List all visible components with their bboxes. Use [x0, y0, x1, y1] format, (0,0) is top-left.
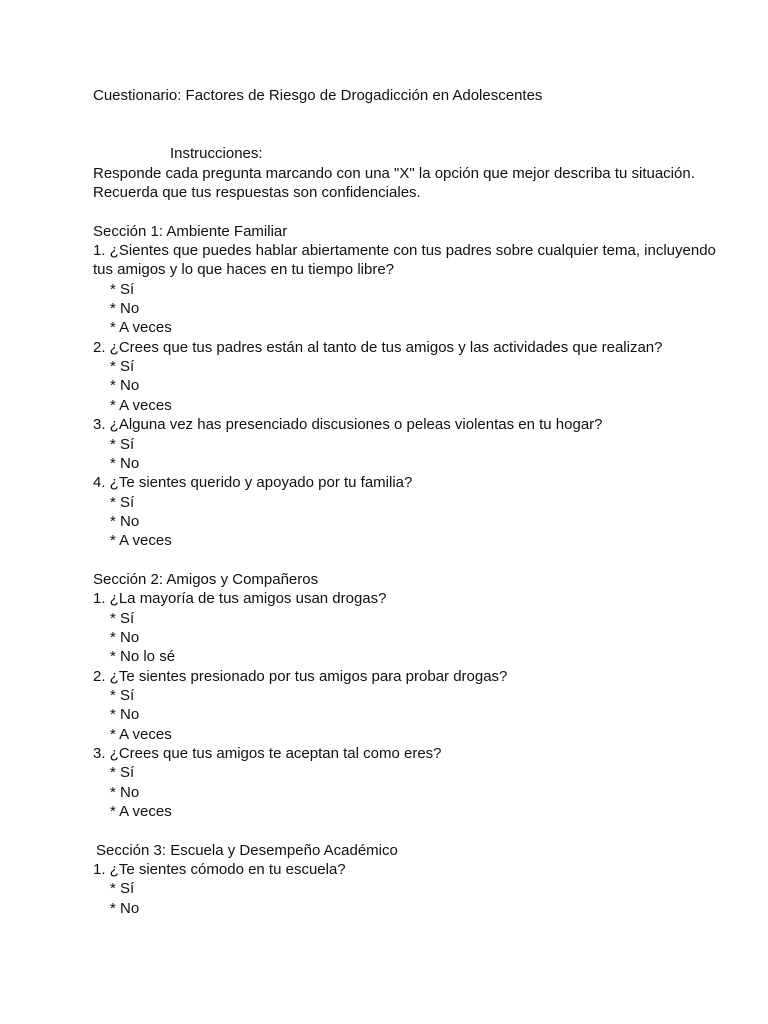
document-page [93, 86, 733, 918]
instructions-heading: Instrucciones: [170, 145, 263, 163]
section-title: Sección 3: Escuela y Desempeño Académico [96, 841, 398, 859]
answer-option[interactable]: * Sí [110, 764, 135, 782]
answer-option[interactable]: * Sí [110, 493, 135, 511]
question-text: 2. ¿Crees que tus padres están al tanto de tus amigos y las actividades que realizan? [93, 338, 663, 356]
question-text: 1. ¿Sientes que puedes hablar abiertamente con tus padres sobre cualquier tema, incluyendo tus amigos y lo que haces en tu tiempo libre? [93, 242, 716, 279]
answer-option[interactable]: * No lo sé [110, 648, 176, 666]
answer-option[interactable]: * Sí [110, 358, 135, 376]
answer-option[interactable]: * A veces [110, 725, 172, 743]
question-text: 4. ¿Te sientes querido y apoyado por tu familia? [93, 474, 413, 492]
section-amigos-companeros [93, 570, 733, 821]
answer-option[interactable]: * No [110, 706, 140, 724]
section-ambiente-familiar [93, 222, 733, 551]
answer-option[interactable]: * A veces [110, 532, 172, 550]
answer-option[interactable]: * No [110, 377, 140, 395]
answer-option[interactable]: * A veces [110, 396, 172, 414]
answer-option[interactable]: * Sí [110, 280, 135, 298]
question-text: 3. ¿Crees que tus amigos te aceptan tal como eres? [93, 745, 442, 762]
answer-option[interactable]: * No [110, 300, 140, 318]
answer-option[interactable]: * No [110, 783, 140, 801]
question-text: 3. ¿Alguna vez has presenciado discusiones o peleas violentas en tu hogar? [93, 416, 603, 434]
answer-option[interactable]: * No [110, 454, 140, 472]
section-title: Sección 1: Ambiente Familiar [93, 222, 288, 240]
question-text: 1. ¿La mayoría de tus amigos usan drogas? [93, 590, 387, 608]
document-title: Cuestionario: Factores de Riesgo de Drogadicción en Adolescentes [93, 87, 543, 104]
answer-option[interactable]: * Sí [110, 686, 135, 704]
answer-option[interactable]: * A veces [110, 319, 172, 337]
answer-option[interactable]: * A veces [110, 803, 172, 821]
section-3-questions [93, 860, 733, 918]
question-text: 2. ¿Te sientes presionado por tus amigos para probar drogas? [93, 667, 508, 685]
answer-option[interactable]: * No [110, 899, 140, 917]
section-title: Sección 2: Amigos y Compañeros [93, 570, 319, 588]
answer-option[interactable]: * No [110, 512, 140, 530]
section-escuela-desempeno [93, 841, 733, 860]
answer-option[interactable]: * Sí [110, 880, 135, 898]
answer-option[interactable]: * Sí [110, 609, 135, 627]
answer-option[interactable]: * No [110, 628, 140, 646]
instructions-text: Responde cada pregunta marcando con una "X" la opción que mejor describa tu situación. Recuerda que tus respuestas son confidenciales. [93, 164, 695, 202]
question-text: 1. ¿Te sientes cómodo en tu escuela? [93, 861, 346, 879]
answer-option[interactable]: * Sí [110, 435, 135, 453]
